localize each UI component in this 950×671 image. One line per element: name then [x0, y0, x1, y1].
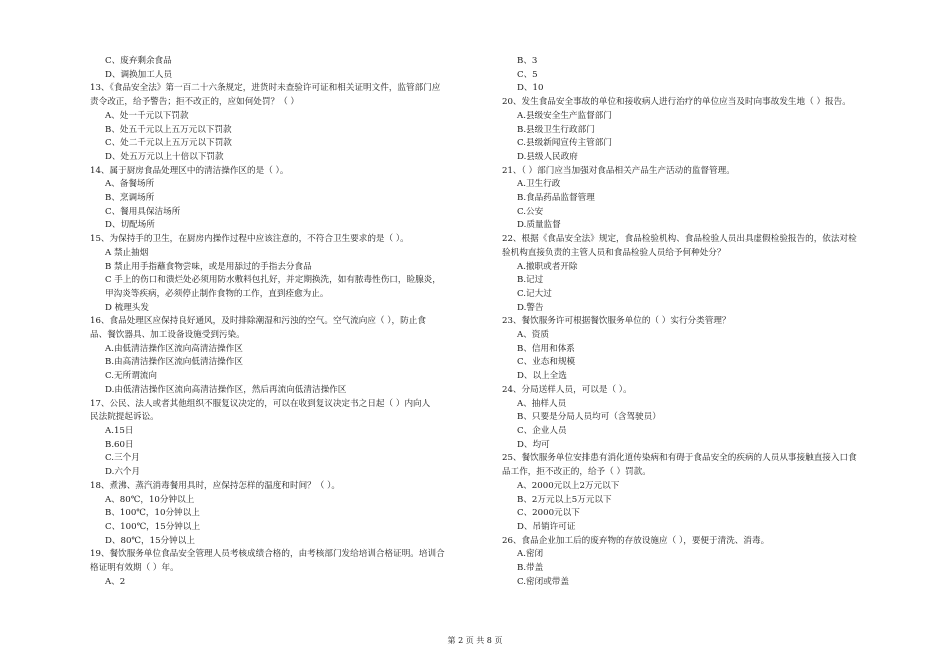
answer-option: A、80℃，10分钟以上: [105, 494, 195, 505]
answer-option: A 禁止抽烟: [105, 247, 149, 258]
answer-option: B、烹调场所: [105, 193, 155, 204]
answer-option: B 禁止用手指蘸食物尝味，或是用舔过的手指去分食品: [105, 261, 312, 272]
answer-option: C 手上的伤口和溃烂处必须用防水敷料包扎好，并定期换洗，如有脓毒性伤口，睑腺炎，: [105, 275, 441, 286]
answer-option: A.卫生行政: [517, 179, 561, 190]
question-text: 14、属于厨房食品处理区中的清洁操作区的是（ ）。: [90, 165, 289, 176]
answer-option: B、处五千元以上五万元以下罚款: [105, 124, 232, 135]
question-text: 19、餐饮服务单位食品安全管理人员考核成绩合格的，由考核部门发给培训合格证明。培训合: [90, 549, 445, 560]
answer-option: A.15日: [105, 425, 134, 436]
answer-option: A.由低清洁操作区流向高清洁操作区: [105, 343, 243, 354]
question-text: 21、（ ）部门应当加强对食品相关产品生产活动的监督管理。: [502, 165, 735, 176]
question-text: 23、餐饮服务许可根据餐饮服务单位的（ ）实行分类管理？: [502, 316, 731, 327]
answer-option: B、2万元以上5万元以下: [517, 494, 612, 505]
answer-option: C.无所谓流向: [105, 371, 157, 382]
question-text: 18、煮沸、蒸汽消毒餐用具时，应保持怎样的温度和时间？（ ）。: [90, 480, 340, 491]
answer-option: C、5: [517, 69, 538, 80]
question-text: 24、分局送样人员，可以是（ ）。: [502, 384, 632, 395]
question-text: 25、餐饮服务单位安排患有消化道传染病和有碍于食品安全的疾病的人员从事接触直接入口食: [502, 453, 857, 464]
answer-option: C、业态和规模: [517, 357, 576, 368]
answer-option: B.带盖: [517, 563, 544, 574]
answer-option: C.三个月: [105, 453, 140, 464]
answer-option: B.60日: [105, 439, 134, 450]
question-text: 验机构直接负责的主管人员和食品检验人员给予何种处分？: [502, 247, 726, 258]
answer-option: C、2000元以下: [517, 508, 580, 519]
question-text: 26、食品企业加工后的废弃物的存放设施应（ ），要便于清洗、消毒。: [502, 535, 770, 546]
question-text: 品、餐饮器具、加工设备设施受到污染。: [90, 330, 245, 341]
answer-option: D、以上全选: [517, 371, 567, 382]
answer-option: B.由高清洁操作区流向低清洁操作区: [105, 357, 243, 368]
answer-option: C、废弃剩余食品: [105, 56, 172, 66]
answer-option: D.由低清洁操作区流向高清洁操作区，然后再流向低清洁操作区: [105, 384, 347, 395]
answer-option: D 梳理头发: [105, 302, 149, 313]
answer-option: B.县级卫生行政部门: [517, 124, 595, 135]
answer-option: A、2000元以上2万元以下: [517, 480, 620, 491]
answer-option: A、抽样人员: [517, 398, 567, 409]
answer-option: B、只要是分局人员均可（含驾驶员）: [517, 412, 661, 423]
question-text: 民法院提起诉讼。: [90, 412, 159, 423]
answer-option: D、处五万元以上十倍以下罚款: [105, 151, 224, 162]
question-text: 22、根据《食品安全法》规定，食品检验机构、食品检验人员出具虚假检验报告的，依法对检: [502, 234, 857, 245]
answer-option: A、2: [105, 576, 126, 587]
answer-option: D.警告: [517, 302, 544, 313]
answer-option: C.密闭或带盖: [517, 576, 569, 587]
left-column: [90, 55, 498, 589]
answer-option: C、企业人员: [517, 425, 567, 436]
question-text: 16、食品处理区应保持良好通风，及时排除潮湿和污浊的空气。空气流向应（ ），防止食: [90, 316, 426, 327]
answer-option: D.六个月: [105, 467, 141, 478]
answer-option: C.记大过: [517, 288, 552, 299]
question-text: 20、发生食品安全事故的单位和接收病人进行治疗的单位应当及时向事故发生地（ ）报告。: [502, 97, 851, 108]
answer-option: D.质量监督: [517, 220, 561, 231]
answer-option: D、吊销许可证: [517, 521, 576, 532]
answer-option: A、处一千元以下罚款: [105, 110, 189, 121]
answer-option: D、调换加工人员: [105, 69, 173, 80]
answer-option: B、3: [517, 56, 538, 66]
answer-option: D、切配场所: [105, 220, 155, 231]
answer-option: C、处二千元以上五万元以下罚款: [105, 138, 232, 149]
answer-option: D、均可: [517, 439, 550, 450]
answer-option: A.密闭: [517, 549, 544, 560]
answer-option: C、餐用具保洁场所: [105, 206, 181, 217]
answer-option: C.县级新闻宣传主管部门: [517, 138, 612, 149]
answer-option: B、信用和体系: [517, 343, 575, 354]
answer-option: A.撤职或者开除: [517, 261, 578, 272]
answer-option: B.食品药品监督管理: [517, 193, 595, 204]
answer-option: 甲沟炎等疾病，必须停止制作食物的工作，直到痊愈为止。: [105, 288, 329, 299]
answer-option: C、100℃，15分钟以上: [105, 521, 201, 532]
answer-option: B.记过: [517, 275, 544, 286]
question-text: 品工作，拒不改正的，给予（ ）罚款。: [502, 467, 651, 478]
answer-option: B、100℃，10分钟以上: [105, 508, 200, 519]
question-text: 13、《食品安全法》第一百二十六条规定，进货时未查验许可证和相关证明文件，监管部门应: [90, 83, 441, 94]
answer-option: C.公安: [517, 206, 544, 217]
answer-option: A.县级安全生产监督部门: [517, 110, 612, 121]
question-text: 17、公民、法人或者其他组织不服复议决定的，可以在收到复议决定书之日起（ ）内向人: [90, 398, 431, 409]
right-column: [502, 55, 914, 589]
answer-option: D、10: [517, 83, 544, 94]
answer-option: D.县级人民政府: [517, 151, 578, 162]
answer-option: A、资质: [517, 330, 549, 341]
answer-option: D、80℃，15分钟以上: [105, 535, 195, 546]
question-text: 15、为保持手的卫生，在厨房内操作过程中应该注意的，不符合卫生要求的是（ ）。: [90, 234, 409, 245]
question-text: 责令改正，给予警告；拒不改正的，应如何处罚？（ ）: [90, 97, 299, 108]
answer-option: A、备餐场所: [105, 179, 155, 190]
question-text: 格证明有效期（ ）年。: [90, 563, 179, 574]
page-footer: 第 2 页 共 8 页: [447, 636, 503, 645]
